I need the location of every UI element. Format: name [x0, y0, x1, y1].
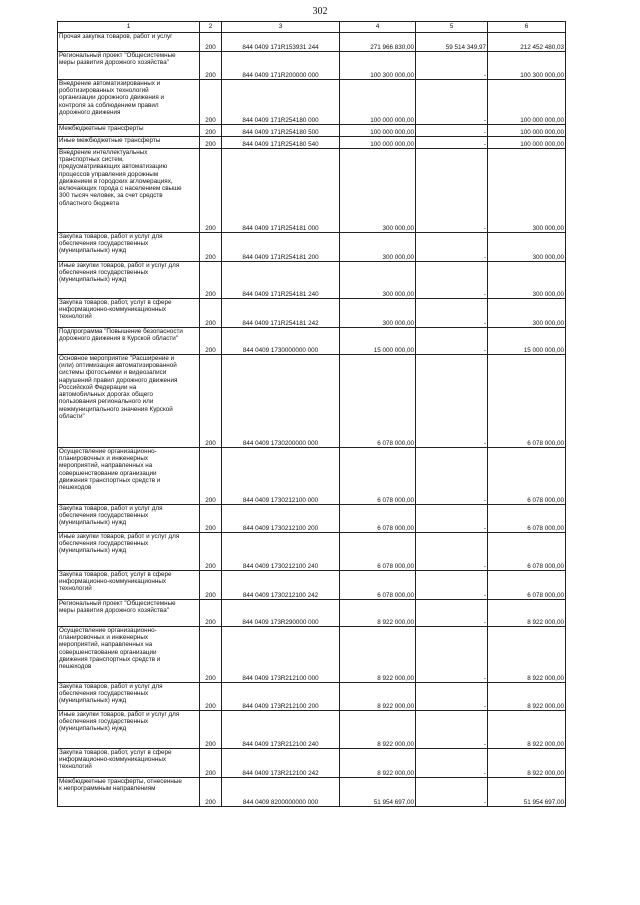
row-amount-col5: [416, 571, 488, 600]
row-group: [200, 778, 222, 807]
row-amount-col6: [488, 778, 566, 807]
row-amount-col6-text: 100 000 000,00: [520, 128, 564, 136]
row-group: [200, 125, 222, 137]
row-name-text: Закупка товаров, работ и услуг для обеспечения государственных (муниципальных) нужд: [59, 233, 163, 255]
row-amount-col6-text: 6 078 000,00: [527, 496, 564, 504]
row-amount-col5: [416, 299, 488, 328]
table-row: [58, 533, 566, 571]
row-amount-col5: [416, 600, 488, 627]
row-code-text: 844 0409 171R254181 242: [242, 319, 319, 327]
row-amount-col5-text: -: [483, 224, 486, 232]
row-code-text: 844 0409 1730000000 000: [242, 346, 319, 354]
row-name-text: Внедрение интеллектуальных транспортных систем, предусматривающих автоматизацию процессов управления дорожным движением в городских агломерациях, включающих города с населением свыше 300 тысяч человек, за счет средств областного бюджета: [59, 149, 182, 207]
row-code: [222, 627, 340, 683]
table-row: [58, 600, 566, 627]
row-amount-col4-text: 100 000 000,00: [370, 116, 414, 124]
row-code-text: 844 0409 1730212100 240: [242, 562, 319, 570]
row-code-text: 844 0409 173R290000 000: [242, 618, 319, 626]
row-name-text: Межбюджетные трансферты: [59, 125, 144, 132]
row-amount-col6: [488, 749, 566, 778]
row-amount-col6-text: 300 000,00: [532, 319, 564, 327]
row-amount-col5-text: -: [483, 253, 486, 261]
row-amount-col5-text: -: [483, 562, 486, 570]
row-group-text: 200: [205, 71, 216, 79]
row-amount-col6: [488, 137, 566, 149]
row-amount-col4: [340, 600, 416, 627]
table-row: [58, 80, 566, 125]
table-row: [58, 778, 566, 807]
row-code: [222, 448, 340, 505]
row-amount-col5-text: -: [483, 128, 486, 136]
row-code: [222, 137, 340, 149]
row-amount-col5: [416, 533, 488, 571]
row-code-text: 844 0409 171R254181 000: [242, 224, 319, 232]
row-group-text: 200: [205, 253, 216, 261]
row-amount-col6: [488, 262, 566, 299]
row-group: [200, 80, 222, 125]
row-amount-col5-text: -: [483, 290, 486, 298]
row-group: [200, 233, 222, 262]
row-amount-col5-text: -: [483, 674, 486, 682]
row-amount-col5-text: -: [483, 140, 486, 148]
row-amount-col5: [416, 33, 488, 52]
row-code-text: 844 0409 1730212100 000: [242, 496, 319, 504]
header-col-1: 1: [58, 22, 200, 33]
row-amount-col4-text: 8 922 000,00: [377, 674, 414, 682]
row-amount-col5: [416, 778, 488, 807]
row-code: [222, 52, 340, 80]
table-row: [58, 262, 566, 299]
row-code-text: 844 0409 173R212100 242: [242, 769, 319, 777]
row-name-text: Осуществление организационно- планировочных и инженерных мероприятий, направленных на совершенствование организации движения транспортных средств и пешеходов: [59, 448, 161, 492]
row-name-text: Иные закупки товаров, работ и услуг для обеспечения государственных (муниципальных) нужд: [59, 711, 180, 733]
row-name-text: Прочая закупка товаров, работ и услуг: [59, 33, 173, 40]
row-amount-col6: [488, 448, 566, 505]
row-code: [222, 778, 340, 807]
row-amount-col4-text: 8 922 000,00: [377, 618, 414, 626]
row-name: [58, 52, 200, 80]
row-amount-col4: [340, 80, 416, 125]
row-code: [222, 533, 340, 571]
row-amount-col5-text: -: [483, 496, 486, 504]
row-amount-col6-text: 51 954 697,00: [523, 798, 564, 806]
row-name-text: Подпрограмма "Повышение безопасности дорожного движения в Курской области": [59, 328, 183, 343]
row-code-text: 844 0409 1730200000 000: [242, 439, 319, 447]
row-name-text: Иные межбюджетные трансферты: [59, 137, 161, 144]
row-amount-col6: [488, 533, 566, 571]
row-code-text: 844 0409 1730212100 200: [242, 524, 319, 532]
row-amount-col4-text: 6 078 000,00: [377, 439, 414, 447]
row-amount-col5-text: -: [483, 618, 486, 626]
row-amount-col5-text: 59 514 349,97: [445, 43, 486, 51]
row-name: [58, 683, 200, 711]
row-amount-col4: [340, 533, 416, 571]
row-name: [58, 137, 200, 149]
row-group: [200, 52, 222, 80]
row-name: [58, 448, 200, 505]
table-row: [58, 505, 566, 533]
row-amount-col6: [488, 627, 566, 683]
row-code-text: 844 0409 173R212100 240: [242, 740, 319, 748]
table-row: [58, 299, 566, 328]
row-code: [222, 233, 340, 262]
row-amount-col6: [488, 299, 566, 328]
row-group: [200, 137, 222, 149]
row-group-text: 200: [205, 524, 216, 532]
row-amount-col6: [488, 600, 566, 627]
row-amount-col6-text: 8 922 000,00: [527, 618, 564, 626]
row-amount-col6-text: 100 000 000,00: [520, 140, 564, 148]
row-amount-col4: [340, 571, 416, 600]
row-amount-col4: [340, 299, 416, 328]
row-amount-col6-text: 6 078 000,00: [527, 439, 564, 447]
row-amount-col4: [340, 262, 416, 299]
table-row: [58, 355, 566, 448]
row-name-text: Закупка товаров, работ и услуг для обеспечения государственных (муниципальных) нужд: [59, 683, 163, 705]
row-group-text: 200: [205, 798, 216, 806]
row-code: [222, 600, 340, 627]
row-group-text: 200: [205, 290, 216, 298]
row-amount-col4-text: 6 078 000,00: [377, 591, 414, 599]
row-group: [200, 600, 222, 627]
row-amount-col5-text: -: [483, 740, 486, 748]
row-amount-col5-text: -: [483, 116, 486, 124]
row-group: [200, 448, 222, 505]
row-amount-col4-text: 8 922 000,00: [377, 740, 414, 748]
row-amount-col4-text: 271 966 830,00: [370, 43, 414, 51]
table-row: [58, 125, 566, 137]
row-amount-col6-text: 212 452 480,03: [520, 43, 564, 51]
row-name: [58, 355, 200, 448]
row-name-text: Закупка товаров, работ, услуг в сфере информационно-коммуникационных технологий: [59, 299, 172, 321]
row-code-text: 844 0409 171R254180 500: [242, 128, 319, 136]
row-group: [200, 355, 222, 448]
table-row: [58, 571, 566, 600]
row-amount-col4-text: 100 300 000,00: [370, 71, 414, 79]
row-name: [58, 299, 200, 328]
row-amount-col4: [340, 33, 416, 52]
row-code: [222, 571, 340, 600]
row-amount-col4: [340, 137, 416, 149]
table-row: [58, 33, 566, 52]
row-group-text: 200: [205, 769, 216, 777]
row-amount-col5: [416, 683, 488, 711]
row-name-text: Региональный проект "Общесистемные меры развития дорожного хозяйства": [59, 52, 176, 67]
row-amount-col6-text: 300 000,00: [532, 224, 564, 232]
row-group-text: 200: [205, 319, 216, 327]
row-group-text: 200: [205, 140, 216, 148]
row-group: [200, 749, 222, 778]
row-amount-col4-text: 300 000,00: [382, 319, 414, 327]
row-group: [200, 711, 222, 749]
row-group: [200, 262, 222, 299]
row-amount-col6: [488, 355, 566, 448]
row-name: [58, 262, 200, 299]
row-group: [200, 33, 222, 52]
row-amount-col4: [340, 448, 416, 505]
row-amount-col6: [488, 711, 566, 749]
row-group: [200, 571, 222, 600]
row-name: [58, 600, 200, 627]
row-amount-col4: [340, 778, 416, 807]
row-amount-col6: [488, 505, 566, 533]
row-group-text: 200: [205, 43, 216, 51]
row-name: [58, 533, 200, 571]
row-amount-col5: [416, 505, 488, 533]
row-name: [58, 571, 200, 600]
header-col-4: 4: [340, 22, 416, 33]
table-row: [58, 711, 566, 749]
row-amount-col4: [340, 683, 416, 711]
row-amount-col6: [488, 149, 566, 233]
row-amount-col4-text: 100 000 000,00: [370, 128, 414, 136]
row-code-text: 844 0409 173R212100 000: [242, 674, 319, 682]
row-amount-col6-text: 8 922 000,00: [527, 740, 564, 748]
row-group: [200, 533, 222, 571]
row-amount-col5-text: -: [483, 798, 486, 806]
table-row: [58, 627, 566, 683]
row-code: [222, 749, 340, 778]
row-name: [58, 149, 200, 233]
row-amount-col4-text: 8 922 000,00: [377, 769, 414, 777]
row-amount-col4: [340, 233, 416, 262]
row-code-text: 844 0409 171R254181 240: [242, 290, 319, 298]
row-amount-col5: [416, 448, 488, 505]
row-name: [58, 778, 200, 807]
row-amount-col4: [340, 711, 416, 749]
row-amount-col6-text: 8 922 000,00: [527, 674, 564, 682]
row-amount-col4-text: 8 922 000,00: [377, 702, 414, 710]
table-row: [58, 149, 566, 233]
row-amount-col5-text: -: [483, 346, 486, 354]
row-name-text: Закупка товаров, работ, услуг в сфере информационно-коммуникационных технологий: [59, 749, 172, 771]
table-row: [58, 749, 566, 778]
row-amount-col6-text: 300 000,00: [532, 253, 564, 261]
header-col-3: 3: [222, 22, 340, 33]
row-name: [58, 80, 200, 125]
row-name-text: Основное мероприятие "Расширение и (или) оптимизация автоматизированной системы фотосъемки и видеозаписи нарушений правил дорожного движения Российской Федерации на автомобильных дорогах общего пользования регионального или межмуниципального значения Курской области": [59, 355, 178, 420]
row-code: [222, 505, 340, 533]
row-group-text: 200: [205, 562, 216, 570]
row-amount-col4-text: 100 000 000,00: [370, 140, 414, 148]
row-amount-col5-text: -: [483, 591, 486, 599]
row-group: [200, 683, 222, 711]
row-code-text: 844 0409 8200000000 000: [242, 798, 319, 806]
table-row: [58, 52, 566, 80]
row-group-text: 200: [205, 116, 216, 124]
table-row: [58, 683, 566, 711]
row-name-text: Региональный проект "Общесистемные меры развития дорожного хозяйства": [59, 600, 176, 615]
row-name: [58, 33, 200, 52]
row-amount-col6-text: 8 922 000,00: [527, 769, 564, 777]
row-code: [222, 711, 340, 749]
row-group-text: 200: [205, 591, 216, 599]
row-amount-col5: [416, 149, 488, 233]
row-amount-col6-text: 100 000 000,00: [520, 116, 564, 124]
page-number: 302: [312, 6, 328, 17]
row-name: [58, 711, 200, 749]
row-code-text: 844 0409 171R254181 200: [242, 253, 319, 261]
row-code: [222, 80, 340, 125]
row-amount-col6: [488, 683, 566, 711]
table-row: [58, 233, 566, 262]
header-col-6: 6: [488, 22, 566, 33]
table-row: [58, 137, 566, 149]
row-amount-col4-text: 6 078 000,00: [377, 524, 414, 532]
row-amount-col5: [416, 137, 488, 149]
row-amount-col6: [488, 33, 566, 52]
row-amount-col6: [488, 328, 566, 355]
row-amount-col4-text: 300 000,00: [382, 253, 414, 261]
row-name: [58, 328, 200, 355]
row-code: [222, 328, 340, 355]
row-amount-col4-text: 300 000,00: [382, 290, 414, 298]
row-group-text: 200: [205, 346, 216, 354]
row-amount-col6-text: 6 078 000,00: [527, 562, 564, 570]
table-body: [58, 33, 566, 807]
row-code: [222, 33, 340, 52]
row-amount-col6: [488, 233, 566, 262]
row-amount-col5-text: -: [483, 319, 486, 327]
row-amount-col4-text: 300 000,00: [382, 224, 414, 232]
header-col-2: 2: [200, 22, 222, 33]
row-name-text: Закупка товаров, работ, услуг в сфере информационно-коммуникационных технологий: [59, 571, 172, 593]
row-group-text: 200: [205, 128, 216, 136]
row-amount-col6-text: 6 078 000,00: [527, 591, 564, 599]
header-col-5: 5: [416, 22, 488, 33]
row-name: [58, 505, 200, 533]
row-amount-col6-text: 8 922 000,00: [527, 702, 564, 710]
row-amount-col5: [416, 711, 488, 749]
row-name-text: Межбюджетные трансферты, отнесенные к непрограммным направлениям: [59, 778, 182, 793]
row-amount-col5: [416, 233, 488, 262]
row-group: [200, 299, 222, 328]
row-code: [222, 262, 340, 299]
row-code-text: 844 0409 1730212100 242: [242, 591, 319, 599]
row-group: [200, 328, 222, 355]
row-amount-col6-text: 100 300 000,00: [520, 71, 564, 79]
row-code-text: 844 0409 171R200000 000: [242, 71, 319, 79]
row-amount-col5: [416, 125, 488, 137]
row-code-text: 844 0409 171R254180 540: [242, 140, 319, 148]
row-amount-col6: [488, 571, 566, 600]
row-amount-col5-text: -: [483, 71, 486, 79]
row-amount-col4: [340, 52, 416, 80]
row-amount-col5-text: -: [483, 702, 486, 710]
row-name: [58, 233, 200, 262]
row-amount-col4: [340, 355, 416, 448]
row-code: [222, 355, 340, 448]
row-amount-col4: [340, 749, 416, 778]
row-amount-col5: [416, 355, 488, 448]
row-group-text: 200: [205, 439, 216, 447]
row-amount-col4: [340, 505, 416, 533]
row-code: [222, 683, 340, 711]
row-code-text: 844 0409 171R153931 244: [242, 43, 319, 51]
row-amount-col4-text: 15 000 000,00: [373, 346, 414, 354]
row-amount-col5: [416, 328, 488, 355]
row-amount-col6-text: 15 000 000,00: [523, 346, 564, 354]
row-amount-col5-text: -: [483, 439, 486, 447]
row-amount-col6-text: 6 078 000,00: [527, 524, 564, 532]
header-row: [58, 22, 566, 33]
row-name-text: Внедрение автоматизированных и роботизированных технологий организации дорожного движения и контроля за соблюдением правил дорожного движения: [59, 80, 165, 116]
row-amount-col5-text: -: [483, 524, 486, 532]
row-amount-col4: [340, 125, 416, 137]
row-name-text: Осуществление организационно- планировочных и инженерных мероприятий, направленных на совершенствование организации движения транспортных средств и пешеходов: [59, 627, 161, 671]
row-amount-col4: [340, 149, 416, 233]
row-group-text: 200: [205, 224, 216, 232]
row-group-text: 200: [205, 740, 216, 748]
row-amount-col4: [340, 627, 416, 683]
row-code: [222, 125, 340, 137]
row-amount-col4-text: 6 078 000,00: [377, 562, 414, 570]
row-group: [200, 149, 222, 233]
row-amount-col6-text: 300 000,00: [532, 290, 564, 298]
row-group: [200, 627, 222, 683]
table-row: [58, 328, 566, 355]
row-amount-col5: [416, 262, 488, 299]
row-code: [222, 299, 340, 328]
row-amount-col6: [488, 52, 566, 80]
table-row: [58, 448, 566, 505]
row-amount-col5: [416, 749, 488, 778]
row-amount-col5: [416, 52, 488, 80]
row-name-text: Иные закупки товаров, работ и услуг для обеспечения государственных (муниципальных) нужд: [59, 262, 180, 284]
row-name: [58, 627, 200, 683]
row-group: [200, 505, 222, 533]
row-name: [58, 749, 200, 778]
row-amount-col5: [416, 80, 488, 125]
row-amount-col5: [416, 627, 488, 683]
row-code-text: 844 0409 171R254180 000: [242, 116, 319, 124]
row-amount-col4-text: 6 078 000,00: [377, 496, 414, 504]
row-amount-col4: [340, 328, 416, 355]
row-group-text: 200: [205, 702, 216, 710]
row-amount-col4-text: 51 954 697,00: [373, 798, 414, 806]
row-amount-col6: [488, 125, 566, 137]
row-code: [222, 149, 340, 233]
budget-table: [57, 21, 566, 807]
row-name-text: Закупка товаров, работ и услуг для обеспечения государственных (муниципальных) нужд: [59, 505, 163, 527]
row-name: [58, 125, 200, 137]
row-amount-col5-text: -: [483, 769, 486, 777]
row-name-text: Иные закупки товаров, работ и услуг для обеспечения государственных (муниципальных) нужд: [59, 533, 180, 555]
row-code-text: 844 0409 173R212100 200: [242, 702, 319, 710]
row-group-text: 200: [205, 674, 216, 682]
row-group-text: 200: [205, 496, 216, 504]
row-amount-col6: [488, 80, 566, 125]
row-group-text: 200: [205, 618, 216, 626]
